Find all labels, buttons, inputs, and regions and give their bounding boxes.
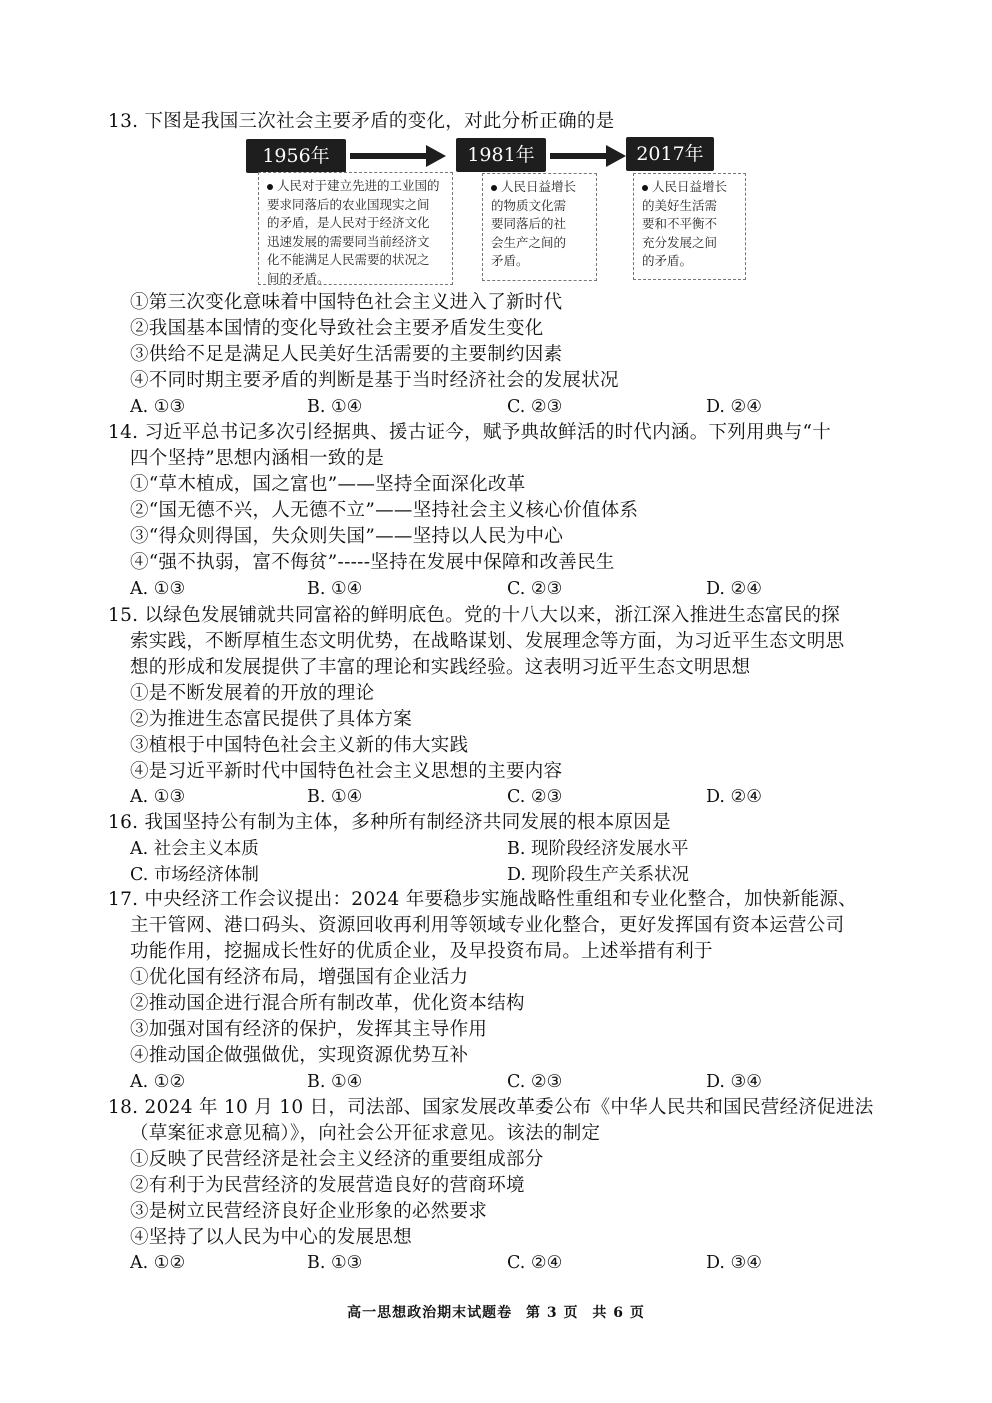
option-b[interactable]: B. ①④	[307, 1072, 363, 1092]
option-c[interactable]: C. 市场经济体制	[130, 865, 259, 885]
page-footer	[0, 1302, 992, 1322]
footer-title: 高一思想政治期末试题卷	[347, 1305, 513, 1321]
q13-item-4: ④不同时期主要矛盾的判断是基于当时经济社会的发展状况	[130, 370, 619, 391]
option-c[interactable]: C. ②③	[507, 579, 563, 599]
q17-item-1: ①优化国有经济布局，增强国有企业活力	[130, 967, 469, 988]
q13-item-1: ①第三次变化意味着中国特色社会主义进入了新时代	[130, 292, 563, 313]
option-c[interactable]: C. ②③	[507, 787, 563, 807]
q14-item-1: ①“草木植成，国之富也”——坚持全面深化改革	[130, 474, 526, 495]
note-line: 人民对于建立先进的工业国的	[277, 178, 440, 193]
note-line: 的矛盾。	[642, 253, 693, 268]
q16-options-row-2	[130, 862, 910, 888]
note-line: 矛盾。	[491, 253, 529, 268]
note-line: 化不能满足人民需要的状况之	[267, 252, 430, 267]
bullet-dot	[642, 185, 648, 191]
arrow-head-1	[426, 145, 446, 167]
note-line: 要和不平衡不	[642, 216, 718, 231]
q16-options-row-1	[130, 836, 910, 862]
q17-item-3: ③加强对国有经济的保护，发挥其主导作用	[130, 1019, 488, 1040]
q13-item-2: ②我国基本国情的变化导致社会主要矛盾发生变化	[130, 318, 544, 339]
note-1981	[482, 173, 597, 281]
q14-options	[130, 576, 910, 602]
arrow-head-2	[606, 145, 626, 167]
note-1956	[258, 172, 453, 285]
q17-options	[130, 1069, 910, 1095]
bullet-dot	[491, 185, 497, 191]
q13-options	[130, 394, 910, 420]
option-a[interactable]: A. ①②	[130, 1072, 186, 1092]
footer-page-number: 第 3 页	[526, 1305, 579, 1321]
q17-item-4: ④推动国企做强做优，实现资源优势互补	[130, 1045, 469, 1066]
option-c[interactable]: C. ②③	[507, 1072, 563, 1092]
option-b[interactable]: B. ①④	[307, 579, 363, 599]
option-d[interactable]: D. ②④	[706, 397, 762, 417]
arrow-shaft-2	[550, 153, 608, 159]
note-line: 迅速发展的需要同当前经济文	[267, 233, 430, 249]
year-box-1956: 1956年	[246, 139, 346, 173]
note-line: 充分发展之间	[642, 234, 718, 250]
option-a[interactable]: A. ①③	[130, 579, 186, 599]
q16-stem: 16. 我国坚持公有制为主体，多种所有制经济共同发展的根本原因是	[108, 812, 671, 833]
q14-stem-line-1: 14. 习近平总书记多次引经据典、援古证今，赋予典故鲜活的时代内涵。下列用典与“十	[108, 422, 832, 443]
note-line: 要求同落后的农业国现实之间	[267, 196, 430, 212]
q15-item-1: ①是不断发展着的开放的理论	[130, 683, 375, 704]
note-line: 人民日益增长	[501, 179, 577, 194]
note-line: 会生产之间的	[491, 234, 567, 250]
q15-options	[130, 784, 910, 810]
year-box-1981: 1981年	[456, 138, 546, 172]
note-line: 的物质文化需	[491, 197, 567, 213]
q17-item-2: ②推动国企进行混合所有制改革，优化资本结构	[130, 993, 525, 1014]
q13-item-3: ③供给不足是满足人民美好生活需要的主要制约因素	[130, 344, 563, 365]
note-line: 人民日益增长	[652, 179, 728, 194]
q15-stem-line-3: 想的形成和发展提供了丰富的理论和实践经验。这表明习近平生态文明思想	[130, 657, 751, 678]
q18-item-4: ④坚持了以人民为中心的发展思想	[130, 1227, 413, 1248]
option-d[interactable]: D. ③④	[706, 1253, 762, 1273]
q17-stem-line-1: 17. 中央经济工作会议提出：2024 年要稳步实施战略性重组和专业化整合，加快新能源、	[108, 889, 857, 910]
q18-item-2: ②有利于为民营经济的发展营造良好的营商环境	[130, 1175, 525, 1196]
q15-stem-line-1: 15. 以绿色发展铺就共同富裕的鲜明底色。党的十八大以来，浙江深入推进生态富民的探	[108, 605, 841, 626]
note-line: 的矛盾，是人民对于经济文化	[267, 215, 430, 230]
option-d[interactable]: D. ②④	[706, 579, 762, 599]
q18-options	[130, 1250, 910, 1276]
option-b[interactable]: B. ①④	[307, 787, 363, 807]
arrow-shaft-1	[350, 153, 428, 159]
option-c[interactable]: C. ②④	[507, 1253, 563, 1273]
q14-item-4: ④“强不执弱，富不侮贫”-----坚持在发展中保障和改善民生	[130, 552, 615, 573]
q14-stem-line-2: 四个坚持”思想内涵相一致的是	[130, 448, 385, 469]
option-b[interactable]: B. 现阶段经济发展水平	[507, 839, 689, 859]
year-box-2017: 2017年	[626, 137, 714, 171]
q14-item-3: ③“得众则得国，失众则失国”——坚持以人民为中心	[130, 526, 564, 547]
q18-stem-line-1: 18. 2024 年 10 月 10 日，司法部、国家发展改革委公布《中华人民共和国民营经济促进法	[108, 1097, 874, 1118]
note-2017	[633, 173, 746, 280]
option-b[interactable]: B. ①③	[307, 1253, 363, 1273]
q15-stem-line-2: 索实践，不断厚植生态文明优势，在战略谋划、发展理念等方面，为习近平生态文明思	[130, 631, 845, 652]
q17-stem-line-2: 主干管网、港口码头、资源回收再利用等领域专业化整合，更好发挥国有资本运营公司	[130, 915, 845, 936]
option-c[interactable]: C. ②③	[507, 397, 563, 417]
footer-total-pages: 共 6 页	[592, 1305, 645, 1321]
q13-stem: 13. 下图是我国三次社会主要矛盾的变化，对此分析正确的是	[108, 111, 615, 132]
option-b[interactable]: B. ①④	[307, 397, 363, 417]
q18-item-3: ③是树立民营经济良好企业形象的必然要求	[130, 1201, 488, 1222]
option-a[interactable]: A. ①③	[130, 397, 186, 417]
option-d[interactable]: D. 现阶段生产关系状况	[507, 865, 690, 885]
option-a[interactable]: A. ①③	[130, 787, 186, 807]
q15-item-4: ④是习近平新时代中国特色社会主义思想的主要内容	[130, 761, 563, 782]
option-a[interactable]: A. ①②	[130, 1253, 186, 1273]
note-line: 的美好生活需	[642, 197, 718, 213]
option-d[interactable]: D. ②④	[706, 787, 762, 807]
q15-item-3: ③植根于中国特色社会主义新的伟大实践	[130, 735, 469, 756]
note-line: 要同落后的社	[491, 216, 567, 231]
q18-item-1: ①反映了民营经济是社会主义经济的重要组成部分	[130, 1149, 544, 1170]
q17-stem-line-3: 功能作用，挖掘成长性好的优质企业，及早投资布局。上述举措有利于	[130, 941, 713, 962]
q15-item-2: ②为推进生态富民提供了具体方案	[130, 709, 413, 730]
bullet-dot	[267, 184, 273, 190]
q18-stem-line-2: （草案征求意见稿）》，向社会公开征求意见。该法的制定	[130, 1123, 601, 1144]
q14-item-2: ②“国无德不兴，人无德不立”——坚持社会主义核心价值体系	[130, 500, 639, 521]
note-line: 间的矛盾。	[267, 270, 330, 286]
option-d[interactable]: D. ③④	[706, 1072, 762, 1092]
option-a[interactable]: A. 社会主义本质	[130, 839, 259, 859]
